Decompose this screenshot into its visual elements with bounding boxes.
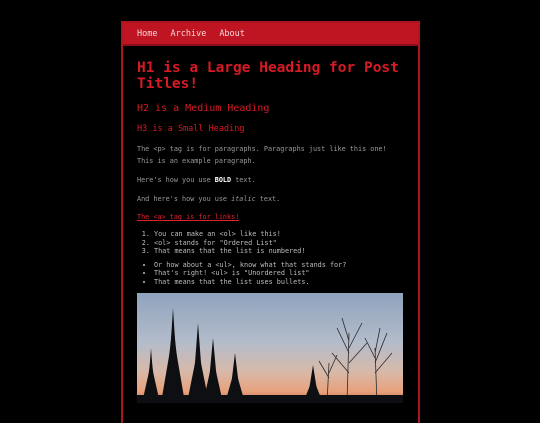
ordered-list-item: 1. You can make an <ol> like this! bbox=[154, 230, 404, 239]
page-container bbox=[121, 21, 420, 423]
navbar bbox=[123, 23, 418, 46]
italic-word: italic bbox=[231, 194, 256, 203]
unordered-list-item: • Or how about a <ul>, know what that stands for? bbox=[154, 261, 404, 270]
bold-paragraph bbox=[137, 175, 404, 187]
bold-prefix: Here's how you use bbox=[137, 176, 215, 184]
unordered-list-item: • That means that the list uses bullets. bbox=[154, 278, 404, 287]
bold-suffix: text. bbox=[231, 176, 256, 184]
nav-archive-link[interactable]: Archive bbox=[170, 28, 207, 39]
ordered-list-item: 3. That means that the list is numbered! bbox=[154, 247, 404, 256]
post-title: H1 is a Large Heading for Post Titles! bbox=[137, 60, 399, 92]
small-heading: H3 is a Small Heading bbox=[137, 124, 245, 134]
example-paragraph: The <p> tag is for paragraphs. Paragraphs just like this one! This is an example paragraph. bbox=[137, 145, 387, 165]
post-content bbox=[123, 46, 418, 403]
nav-home-link[interactable]: Home bbox=[137, 28, 158, 39]
unordered-list-item: • That's right! <ul> is "Unordered list" bbox=[154, 269, 404, 278]
italic-suffix: text. bbox=[255, 194, 281, 203]
ordered-list-item: 2. <ol> stands for "Ordered List" bbox=[154, 239, 404, 248]
italic-prefix: And here's how you use bbox=[137, 194, 232, 203]
medium-heading: H2 is a Medium Heading bbox=[137, 103, 270, 114]
nav-about-link[interactable]: About bbox=[219, 28, 245, 39]
ordered-list bbox=[137, 230, 404, 256]
example-link[interactable]: The <a> tag is for links! bbox=[137, 213, 240, 221]
sunset-tree-photo bbox=[137, 293, 403, 403]
italic-paragraph bbox=[137, 194, 404, 206]
bold-word: BOLD bbox=[214, 176, 232, 184]
unordered-list bbox=[137, 261, 404, 287]
